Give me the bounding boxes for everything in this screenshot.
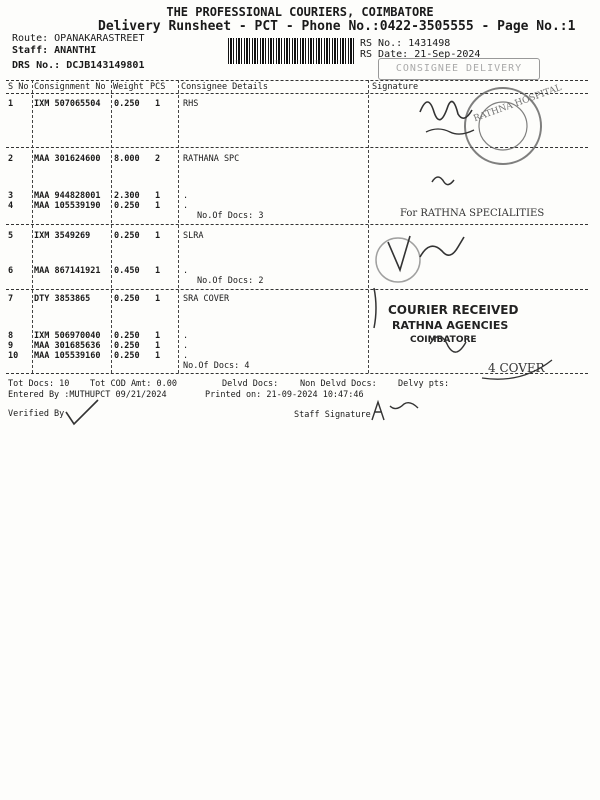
rs-no-value: 1431498 (408, 38, 451, 49)
row-pcs: 1 (155, 266, 161, 276)
route-value: OPANAKARASTREET (54, 33, 145, 44)
row-sno: 7 (8, 294, 14, 304)
row-sno: 10 (8, 351, 19, 361)
verified-tick-mark (62, 398, 102, 428)
footer-non-delvd-docs: Non Delvd Docs: (300, 379, 377, 389)
col-divider (368, 80, 369, 373)
signature-scribble (420, 102, 472, 120)
col-header-weight: Weight (113, 82, 144, 92)
row-pcs: 1 (155, 331, 161, 341)
row-weight: 2.300 (114, 191, 140, 201)
row-doc-count: No.Of Docs: 2 (197, 276, 264, 286)
col-divider (111, 80, 112, 373)
drs-value: DCJB143149801 (66, 60, 145, 71)
row-details: SRA COVER (183, 294, 230, 304)
row-sno: 8 (8, 331, 14, 341)
company-title: THE PROFESSIONAL COURIERS, COIMBATORE (166, 5, 434, 19)
row-consignment: DTY 3853865 (34, 294, 91, 304)
footer-staff-signature: Staff Signature (294, 410, 371, 420)
row-consignment: IXM 3549269 (34, 231, 91, 241)
row-weight: 0.250 (114, 99, 140, 109)
footer-tot-docs: Tot Docs: 10 (8, 379, 70, 389)
staff-line (12, 45, 96, 56)
row-sno: 3 (8, 191, 14, 201)
row-consignment: IXM 507065504 (34, 99, 101, 109)
footer-tot-cod: Tot COD Amt: 0.00 (90, 379, 177, 389)
faded-round-stamp (376, 238, 420, 282)
row-weight: 0.250 (114, 231, 140, 241)
row-sno: 2 (8, 154, 14, 164)
col-header-consignment: Consignment No (34, 82, 106, 92)
row-consignment: MAA 301685636 (34, 341, 101, 351)
barcode (228, 38, 354, 64)
row-details: . (183, 351, 189, 361)
row-details: . (183, 201, 189, 211)
staff-label: Staff: (12, 45, 49, 56)
col-header-sno: S No (8, 82, 29, 92)
row-doc-count: No.Of Docs: 4 (183, 361, 250, 371)
row-consignment: MAA 105539160 (34, 351, 101, 361)
rs-no-line (360, 38, 450, 49)
row-consignment: MAA 301624600 (34, 154, 101, 164)
row-consignment: IXM 506970040 (34, 331, 101, 341)
route-label: Route: (12, 33, 49, 44)
row-consignment: MAA 867141921 (34, 266, 101, 276)
footer-verified-by: Verified By (8, 409, 65, 419)
col-header-pcs: PCS (150, 82, 166, 92)
col-header-consignee: Consignee Details (181, 82, 268, 92)
row-sno: 9 (8, 341, 14, 351)
row-weight: 0.250 (114, 341, 140, 351)
row-pcs: 1 (155, 351, 161, 361)
footer-delvy-pts: Delvy pts: (398, 379, 450, 389)
rathna-agencies-stamp: RATHNA AGENCIES (392, 319, 509, 332)
cover-note: 4 COVER (488, 361, 545, 375)
row-weight: 0.250 (114, 331, 140, 341)
footer-printed-on: Printed on: 21-09-2024 10:47:46 (205, 390, 364, 400)
rs-no-label: RS No.: (360, 38, 403, 49)
bracket-stroke (374, 288, 376, 328)
row-weight: 0.450 (114, 266, 140, 276)
rs-date-value: 21-Sep-2024 (414, 49, 481, 60)
hospital-stamp-text: RATHNA HOSPITAL (472, 83, 564, 125)
signature-scribble (388, 236, 464, 270)
rathna-specialities-stamp: For RATHNA SPECIALITIES (400, 208, 545, 219)
row-details: . (183, 266, 189, 276)
row-details: . (183, 191, 189, 201)
row-details: SLRA (183, 231, 204, 241)
row-consignment: MAA 105539190 (34, 201, 101, 211)
row-pcs: 1 (155, 294, 161, 304)
row-doc-count: No.Of Docs: 3 (197, 211, 264, 221)
footer-entered-by: Entered By :MUTHUPCT 09/21/2024 (8, 390, 167, 400)
drs-label: DRS No.: (12, 60, 61, 71)
row-weight: 8.000 (114, 154, 140, 164)
signature-scribble (426, 129, 474, 134)
table-top-rule (6, 80, 588, 81)
row-details: . (183, 331, 189, 341)
row-weight: 0.250 (114, 294, 140, 304)
row-pcs: 1 (155, 231, 161, 241)
row-weight: 0.250 (114, 351, 140, 361)
row-pcs: 1 (155, 201, 161, 211)
row-weight: 0.250 (114, 201, 140, 211)
delivery-stamp-box: CONSIGNEE DELIVERY (378, 58, 540, 80)
row-pcs: 1 (155, 191, 161, 201)
row-sno: 6 (8, 266, 14, 276)
col-divider (178, 80, 179, 373)
row-pcs: 1 (155, 341, 161, 351)
row-details: RHS (183, 99, 199, 109)
col-divider (32, 80, 33, 373)
drs-line (12, 60, 144, 71)
col-header-signature: Signature (372, 82, 419, 92)
row-consignment: MAA 944828001 (34, 191, 101, 201)
signature-scribble (432, 177, 454, 185)
row-pcs: 2 (155, 154, 161, 164)
row-details: . (183, 341, 189, 351)
row-sno: 1 (8, 99, 14, 109)
row-details: RATHANA SPC (183, 154, 240, 164)
row-sno: 5 (8, 231, 14, 241)
route-line (12, 33, 144, 44)
staff-signature-scribble (368, 396, 428, 426)
row-sno: 4 (8, 201, 14, 211)
coimbatore-stamp: COIMBATORE (410, 335, 477, 345)
row-pcs: 1 (155, 99, 161, 109)
runsheet-subtitle: Delivery Runsheet - PCT - Phone No.:0422-3505555 - Page No.:1 (98, 19, 576, 34)
staff-value: ANANTHI (54, 45, 97, 56)
rs-date-label: RS Date: (360, 49, 409, 60)
signature-stamps-layer (370, 82, 590, 382)
courier-received-stamp: COURIER RECEIVED (388, 303, 519, 317)
footer-delvd-docs: Delvd Docs: (222, 379, 279, 389)
hospital-stamp (465, 83, 563, 164)
